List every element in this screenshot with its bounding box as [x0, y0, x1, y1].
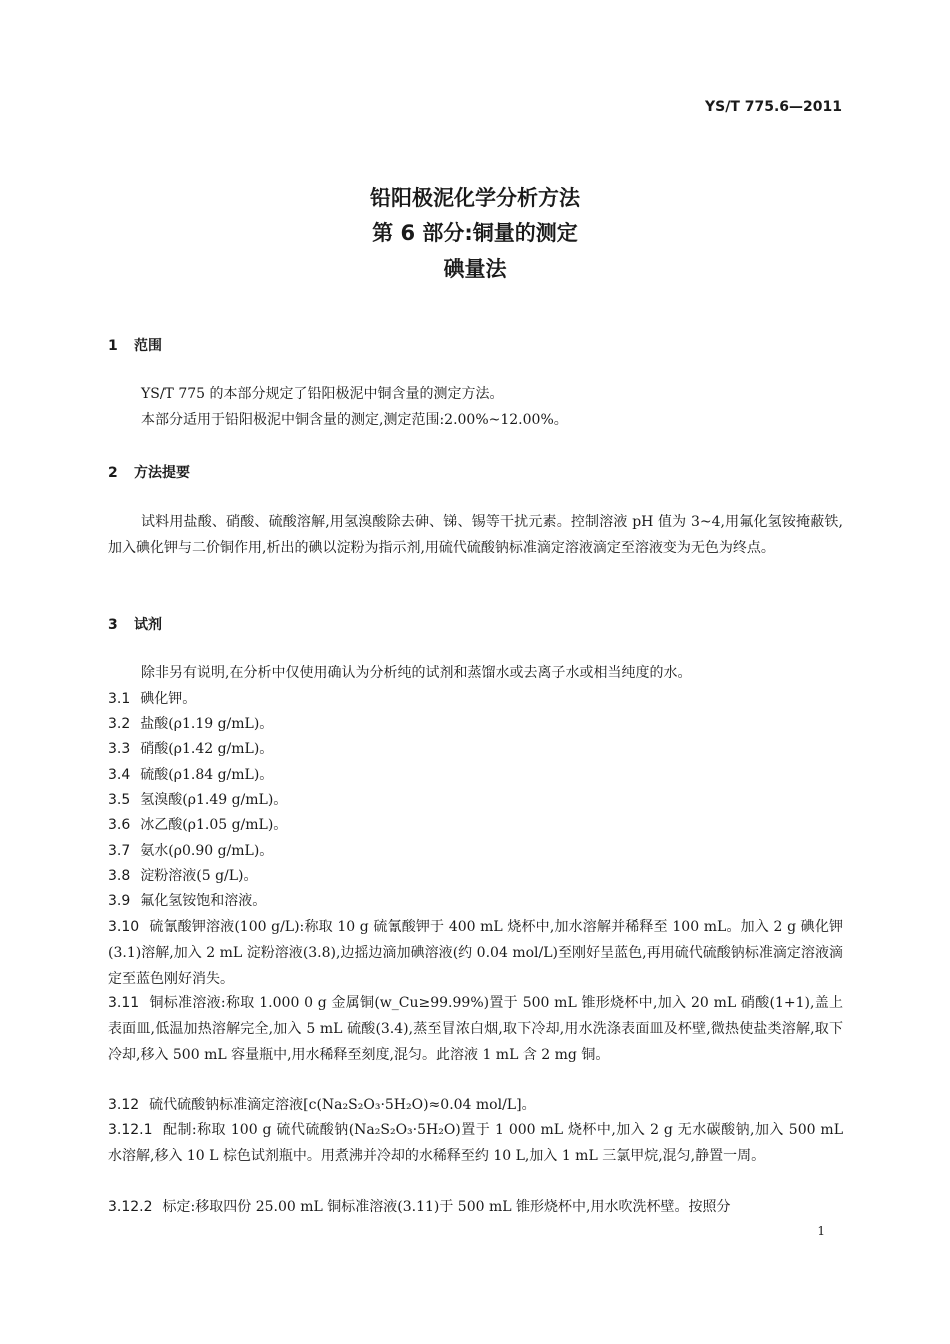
document-subtitle: 第 6 部分:铜量的测定 [372, 221, 578, 245]
page-number: 1 [817, 1224, 825, 1238]
item-text: 氢溴酸(ρ1.49 g/mL)。 [140, 792, 288, 808]
reagent-item [108, 711, 843, 737]
item-number: 3.4 [108, 767, 131, 783]
item-text: 淀粉溶液(5 g/L)。 [140, 868, 258, 884]
item-text: 硫代硫酸钠标准滴定溶液[c(Na₂S₂O₃·5H₂O)≈0.04 mol/L]。 [149, 1097, 536, 1113]
item-text: 硫酸(ρ1.84 g/mL)。 [140, 767, 274, 783]
item-text: 碘化钾。 [140, 691, 197, 707]
reagent-item [108, 1117, 843, 1169]
scope-paragraph: YS/T 775 的本部分规定了铅阳极泥中铜含量的测定方法。 [141, 386, 504, 402]
standard-code: YS/T 775.6—2011 [704, 99, 842, 115]
item-number: 3.11 [108, 995, 140, 1011]
item-number: 3.3 [108, 741, 131, 757]
reagent-item [108, 736, 843, 762]
item-number: 3.7 [108, 843, 131, 859]
reagent-item [108, 686, 843, 712]
section-heading-scope [108, 335, 162, 355]
reagent-item [108, 863, 843, 889]
reagent-item [108, 812, 843, 838]
reagent-item [108, 787, 843, 813]
method-title: 碘量法 [443, 257, 507, 281]
item-text: 硝酸(ρ1.42 g/mL)。 [140, 741, 274, 757]
item-text: 标定:移取四份 25.00 mL 铜标准溶液(3.11)于 500 mL 锥形烧杯中,用水吹洗杯壁。按照分 [162, 1199, 731, 1215]
item-number: 3.5 [108, 792, 131, 808]
reagent-item [108, 914, 843, 992]
item-text: 氟化氢铵饱和溶液。 [140, 893, 267, 909]
item-number: 3.12.1 [108, 1122, 153, 1138]
method-paragraph: 试料用盐酸、硝酸、硫酸溶解,用氢溴酸除去砷、锑、锡等干扰元素。控制溶液 pH 值为 3~4,用氟化氢铵掩蔽铁,加入碘化钾与二价铜作用,析出的碘以淀粉为指示剂,用硫代硫酸钠标准滴定溶液滴定至溶液变为无色为终点。 [108, 514, 843, 556]
item-text: 配制:称取 100 g 硫代硫酸钠(Na₂S₂O₃·5H₂O)置于 1 000 mL 烧杯中,加入 2 g 无水碳酸钠,加入 500 mL 水溶解,移入 10 L 棕色试剂瓶中。用煮沸并冷却的水稀释至约 10 L,加入 1 mL 三氯甲烷,混匀,静置一周。 [108, 1122, 843, 1164]
item-text: 氨水(ρ0.90 g/mL)。 [140, 843, 274, 859]
section-title: 范围 [134, 338, 162, 354]
reagent-item [108, 762, 843, 788]
item-number: 3.9 [108, 893, 131, 909]
item-text: 冰乙酸(ρ1.05 g/mL)。 [140, 817, 288, 833]
item-text: 盐酸(ρ1.19 g/mL)。 [140, 716, 274, 732]
section-number: 1 [108, 338, 118, 354]
section-heading-reagents [108, 614, 162, 634]
document-title: 铅阳极泥化学分析方法 [370, 186, 580, 210]
scope-paragraph: 本部分适用于铅阳极泥中铜含量的测定,测定范围:2.00%~12.00%。 [141, 412, 568, 428]
item-number: 3.2 [108, 716, 131, 732]
item-number: 3.8 [108, 868, 131, 884]
item-text: 铜标准溶液:称取 1.000 0 g 金属铜(w_Cu≥99.99%)置于 500 mL 锥形烧杯中,加入 20 mL 硝酸(1+1),盖上表面皿,低温加热溶解完全,加入 5 mL 硫酸(3.4),蒸至冒浓白烟,取下冷却,用水洗涤表面皿及杯壁,微热使盐类溶解,取下冷却,移入 500 mL 容量瓶中,用水稀释至刻度,混匀。此溶液 1 mL 含 2 mg 铜。 [108, 995, 843, 1063]
item-text: 硫氰酸钾溶液(100 g/L):称取 10 g 硫氰酸钾于 400 mL 烧杯中,加水溶解并稀释至 100 mL。加入 2 g 碘化钾(3.1)溶解,加入 2 mL 淀粉溶液(3.8),边摇边滴加碘溶液(约 0.04 mol/L)至刚好呈蓝色,再用硫代硫酸钠标准滴定溶液滴定至蓝色刚好消失。 [108, 919, 843, 987]
reagent-item [108, 1092, 843, 1118]
item-number: 3.10 [108, 919, 140, 935]
section-number: 3 [108, 617, 118, 633]
item-number: 3.12.2 [108, 1199, 153, 1215]
reagent-item [108, 990, 843, 1068]
reagent-item [108, 888, 843, 914]
section-title: 试剂 [134, 617, 162, 633]
item-number: 3.6 [108, 817, 131, 833]
reagent-item [108, 838, 843, 864]
section-number: 2 [108, 465, 118, 481]
section-title: 方法提要 [134, 465, 190, 481]
reagent-item [108, 1194, 843, 1220]
item-number: 3.12 [108, 1097, 140, 1113]
reagents-intro: 除非另有说明,在分析中仅使用确认为分析纯的试剂和蒸馏水或去离子水或相当纯度的水。 [141, 665, 692, 681]
item-number: 3.1 [108, 691, 131, 707]
section-heading-method [108, 462, 190, 482]
